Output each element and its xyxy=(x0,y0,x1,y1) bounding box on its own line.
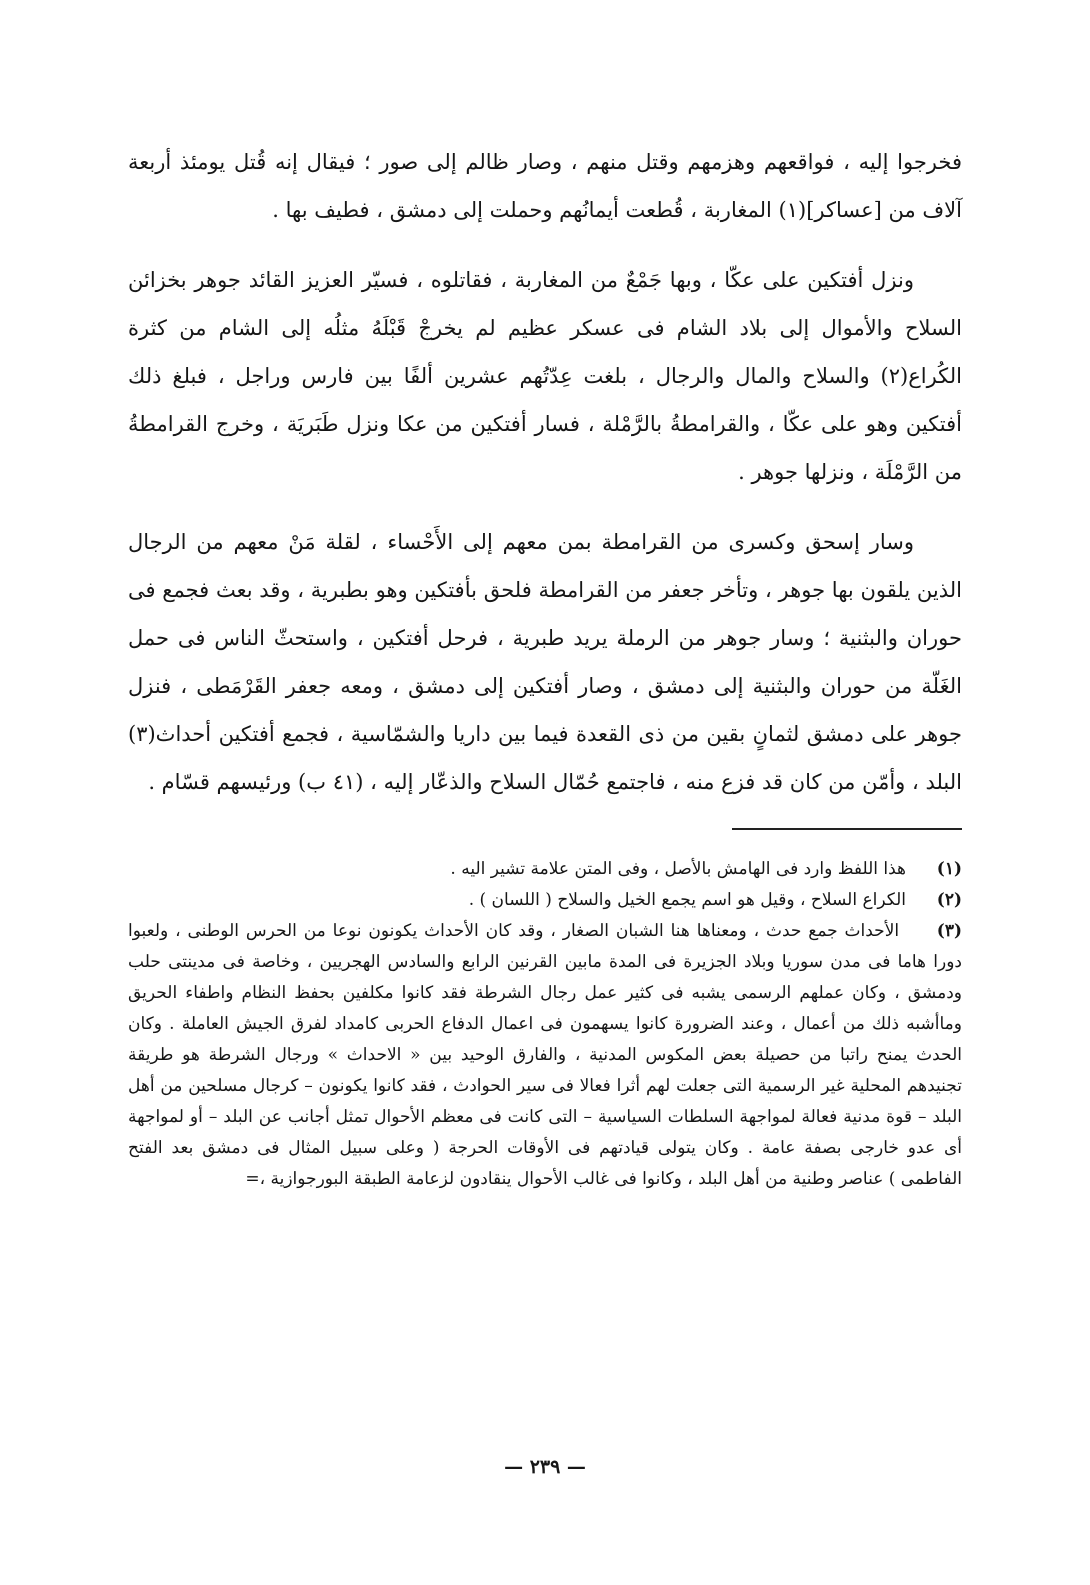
page-number: — ٢٣٩ — xyxy=(504,1456,586,1478)
footnote-text: هذا اللفظ وارد فى الهامش بالأصل ، وفى المتن علامة تشير اليه . xyxy=(450,859,906,879)
paragraph-2: ونزل أفتكين على عكّا ، وبها جَمْعٌ من المغاربة ، فقاتلوه ، فسيّر العزيز القائد جوهر بخزائن السلاح والأموال إلى بلاد الشام فى عسكر عظيم لم يخرجْ قَبْلَهُ مثلُه إلى الشام من كثرة الكُراع(٢) والسلاح والمال والرجال ، بلغت عِدّتُهم عشرين ألفًا بين فارس وراجل ، فبلغ ذلك أفتكين وهو على عكّا ، والقرامطةُ بالرَّمْلة ، فسار أفتكين من عكا ونزل طَبَريَة ، وخرج القرامطةُ من الرَّمْلَة ، ونزلها جوهر . xyxy=(128,268,962,484)
footnote-number: (١) xyxy=(936,859,962,879)
footnote-text: الكراع السلاح ، وقيل هو اسم يجمع الخيل والسلاح ( اللسان ) . xyxy=(468,890,906,910)
footnote-2 xyxy=(128,885,962,916)
paragraph-1: فخرجوا إليه ، فواقعهم وهزمهم وقتل منهم ، وصار ظالم إلى صور ؛ فيقال إنه قُتل يومئذ أربعة آلاف من [عساكر](١) المغاربة ، قُطعت أيمانُهم وحملت إلى دمشق ، فطيف بها . xyxy=(128,150,962,222)
footnote-separator xyxy=(732,828,962,830)
footnote-3 xyxy=(128,916,962,1195)
footnote-number: (٢) xyxy=(936,890,962,910)
footnote-1 xyxy=(128,854,962,885)
main-text xyxy=(128,138,962,806)
footnote-text: الأحداث جمع حدث ، ومعناها هنا الشبان الصغار ، وقد كان الأحداث يكونون نوعا من الحرس الوطنى ، ولعبوا دورا هاما فى مدن سوريا وبلاد الجزيرة فى المدة مابين القرنين الرابع والسادس الهجريين ، وخاصة فى مدينتى حلب ودمشق ، وكان عملهم الرسمى يشبه فى كثير عمل رجال الشرطة فقد كانوا مكلفين بحفظ النظام واطفاء الحريق وماأشبه ذلك من أعمال ، وعند الضرورة كانوا يسهمون فى اعمال الدفاع الحربى كامداد لفرق الجيش العاملة . وكان الحدث يمنح راتبا من حصيلة بعض المكوس المدنية ، والفارق الوحيد بين « الاحداث » ورجال الشرطة هو طريقة تجنيدهم المحلية غير الرسمية التى جعلت لهم أثرا فعالا فى سير الحوادث ، فقد كانوا يكونون – كرجال مسلحين من أهل البلد – قوة مدنية فعالة لمواجهة السلطات السياسية – التى كانت فى معظم الأحوال تمثل أجانب عن البلد – أو لمواجهة أى عدو خارجى بصفة عامة . وكان يتولى قيادتهم فى الأوقات الحرجة ( وعلى سبيل المثال فى دمشق بعد الفتح الفاطمى ) عناصر وطنية من أهل البلد ، وكانوا فى غالب الأحوال ينقادون لزعامة الطبقة البورجوازية ،= xyxy=(128,921,962,1189)
footnotes xyxy=(128,854,962,1195)
footnote-number: (٣) xyxy=(936,921,962,941)
paragraph-3: وسار إسحق وكسرى من القرامطة بمن معهم إلى الأَحْساء ، لقلة مَنْ معهم من الرجال الذين يلقون بها جوهر ، وتأخر جعفر من القرامطة فلحق بأفتكين وهو بطبرية ، وقد بعث فجمع فى حوران والبثنية ؛ وسار جوهر من الرملة يريد طبرية ، فرحل أفتكين ، واستحثّ الناس فى حمل الغَلّة من حوران والبثنية إلى دمشق ، وصار أفتكين إلى دمشق ، ومعه جعفر القَرْمَطى ، فنزل جوهر على دمشق لثمانٍ بقين من ذى القعدة فيما بين داريا والشمّاسية ، فجمع أفتكين أحداث(٣) البلد ، وأمّن من كان قد فزع منه ، فاجتمع حُمّال السلاح والذعّار إليه ، (٤١ ب) ورئيسهم قسّام . xyxy=(128,530,962,794)
